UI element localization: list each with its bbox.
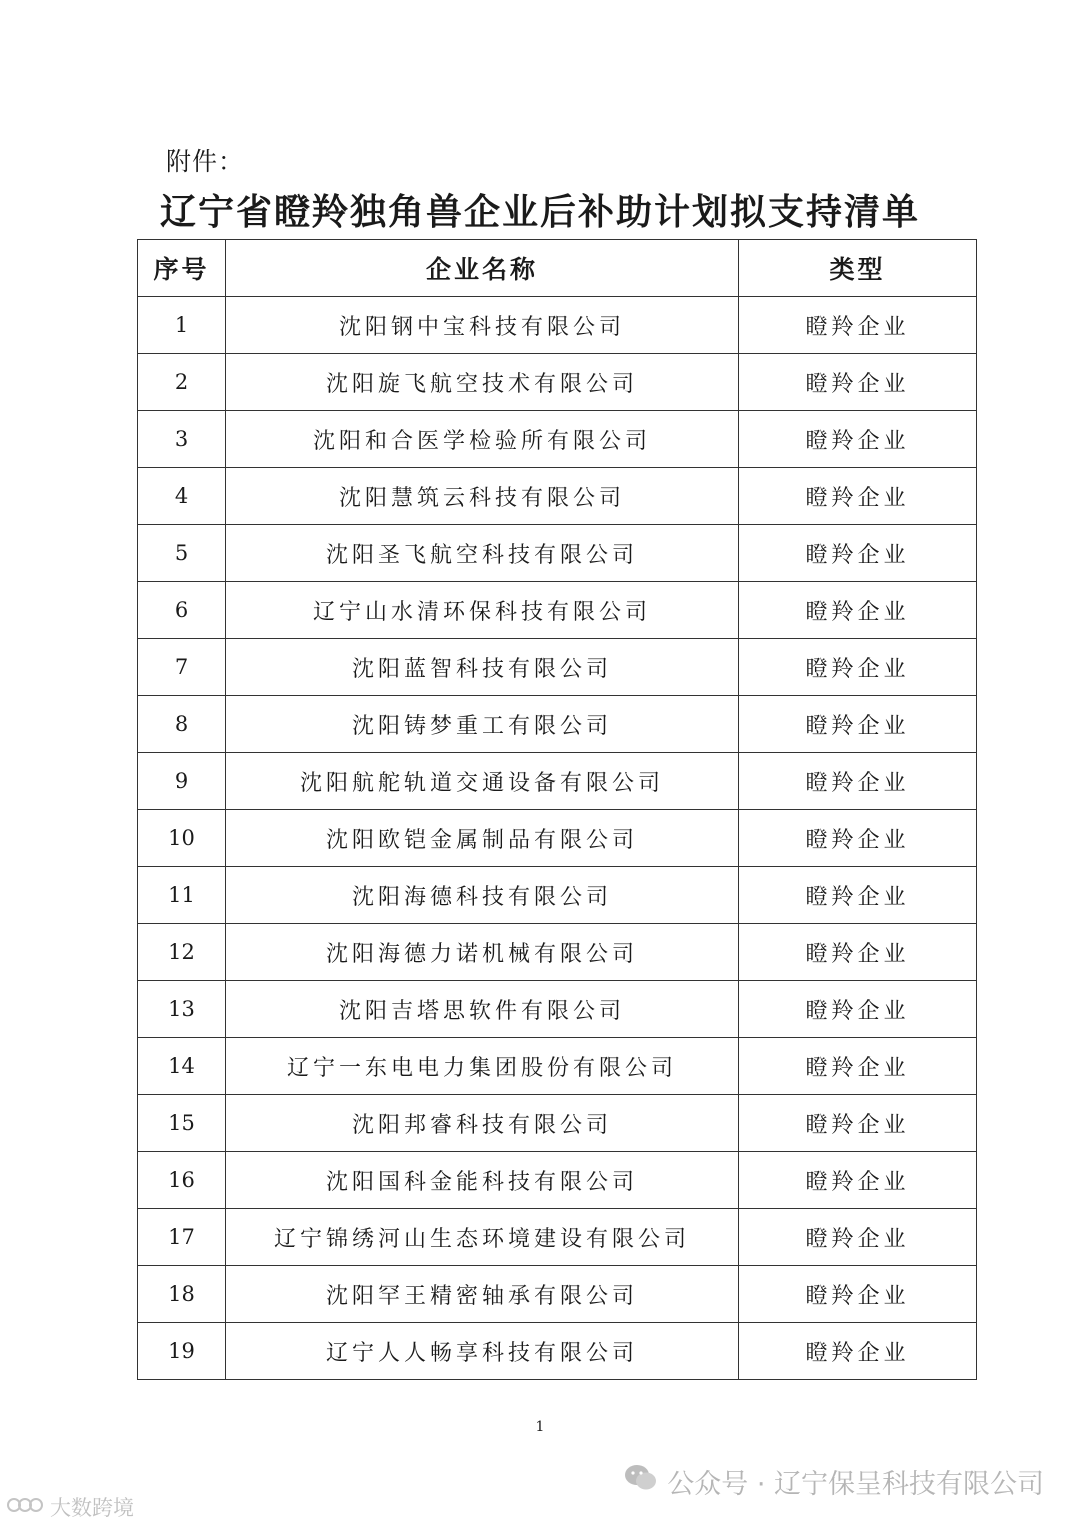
type-cell: 瞪羚企业 [739,1152,977,1209]
company-name-cell: 沈阳吉塔思软件有限公司 [226,981,739,1038]
table-row [138,924,977,981]
attachment-label: 附件： [166,147,245,176]
row-index: 10 [138,810,226,867]
company-name-cell: 沈阳和合医学检验所有限公司 [226,411,739,468]
row-index: 4 [138,468,226,525]
table-row [138,1095,977,1152]
company-name-cell: 沈阳邦睿科技有限公司 [226,1095,739,1152]
company-name-cell: 沈阳慧筑云科技有限公司 [226,468,739,525]
row-index: 8 [138,696,226,753]
row-index: 1 [138,297,226,354]
table-row [138,639,977,696]
table-row [138,696,977,753]
weibo-icon [6,1493,46,1522]
table-row [138,582,977,639]
type-cell: 瞪羚企业 [739,582,977,639]
table-row [138,1152,977,1209]
table-row [138,468,977,525]
company-name-cell: 沈阳海德科技有限公司 [226,867,739,924]
type-cell: 瞪羚企业 [739,411,977,468]
company-name-cell: 沈阳海德力诺机械有限公司 [226,924,739,981]
wechat-icon [623,1463,659,1500]
table-row [138,753,977,810]
watermark-text: 公众号 · 辽宁保呈科技有限公司 [667,1469,1044,1500]
watermark-wechat [623,1462,1044,1501]
row-index: 19 [138,1323,226,1380]
type-cell: 瞪羚企业 [739,354,977,411]
type-cell: 瞪羚企业 [739,810,977,867]
company-name-cell: 沈阳铸梦重工有限公司 [226,696,739,753]
table-header-row [138,240,977,297]
table-row [138,297,977,354]
type-cell: 瞪羚企业 [739,1095,977,1152]
company-name-cell: 辽宁一东电电力集团股份有限公司 [226,1038,739,1095]
company-name-cell: 辽宁锦绣河山生态环境建设有限公司 [226,1209,739,1266]
table-row [138,525,977,582]
company-name-cell: 沈阳蓝智科技有限公司 [226,639,739,696]
table-row [138,411,977,468]
document-title: 辽宁省瞪羚独角兽企业后补助计划拟支持清单 [159,192,920,233]
company-name-cell: 沈阳罕王精密轴承有限公司 [226,1266,739,1323]
table-row [138,354,977,411]
type-cell: 瞪羚企业 [739,753,977,810]
company-name-cell: 沈阳航舵轨道交通设备有限公司 [226,753,739,810]
type-cell: 瞪羚企业 [739,1209,977,1266]
company-name-cell: 沈阳旋飞航空技术有限公司 [226,354,739,411]
watermark-weibo [6,1492,134,1522]
row-index: 13 [138,981,226,1038]
row-index: 11 [138,867,226,924]
type-cell: 瞪羚企业 [739,525,977,582]
row-index: 18 [138,1266,226,1323]
row-index: 15 [138,1095,226,1152]
table-row [138,867,977,924]
header-type: 类型 [739,240,977,297]
type-cell: 瞪羚企业 [739,696,977,753]
type-cell: 瞪羚企业 [739,1323,977,1380]
type-cell: 瞪羚企业 [739,924,977,981]
row-index: 17 [138,1209,226,1266]
row-index: 16 [138,1152,226,1209]
header-index: 序号 [138,240,226,297]
table-row [138,1209,977,1266]
table-row [138,1323,977,1380]
type-cell: 瞪羚企业 [739,468,977,525]
table-row [138,1266,977,1323]
type-cell: 瞪羚企业 [739,1038,977,1095]
type-cell: 瞪羚企业 [739,867,977,924]
row-index: 3 [138,411,226,468]
watermark-left-text: 大数跨境 [50,1496,134,1520]
table-row [138,810,977,867]
enterprise-table [137,239,977,1380]
company-name-cell: 辽宁人人畅享科技有限公司 [226,1323,739,1380]
table-row [138,981,977,1038]
table-row [138,1038,977,1095]
page-number: 1 [535,1419,545,1435]
company-name-cell: 沈阳钢中宝科技有限公司 [226,297,739,354]
company-name-cell: 辽宁山水清环保科技有限公司 [226,582,739,639]
row-index: 6 [138,582,226,639]
row-index: 12 [138,924,226,981]
row-index: 9 [138,753,226,810]
row-index: 5 [138,525,226,582]
company-name-cell: 沈阳圣飞航空科技有限公司 [226,525,739,582]
type-cell: 瞪羚企业 [739,1266,977,1323]
type-cell: 瞪羚企业 [739,297,977,354]
company-name-cell: 沈阳欧铠金属制品有限公司 [226,810,739,867]
company-name-cell: 沈阳国科金能科技有限公司 [226,1152,739,1209]
header-company-name: 企业名称 [226,240,739,297]
type-cell: 瞪羚企业 [739,639,977,696]
row-index: 7 [138,639,226,696]
row-index: 2 [138,354,226,411]
row-index: 14 [138,1038,226,1095]
type-cell: 瞪羚企业 [739,981,977,1038]
